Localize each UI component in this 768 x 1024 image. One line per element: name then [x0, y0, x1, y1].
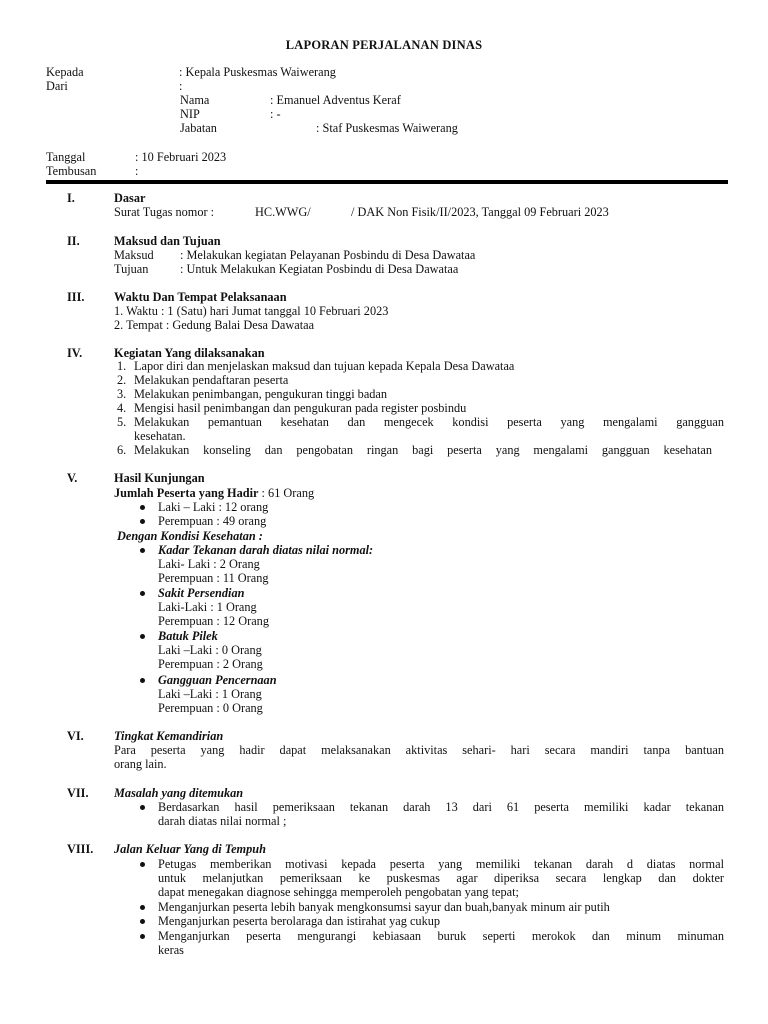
bullet-icon	[140, 591, 145, 596]
section-4-heading: Kegiatan Yang dilaksanakan	[114, 346, 265, 360]
section-8-heading: Jalan Keluar Yang di Tempuh	[114, 842, 266, 856]
section-1-heading: Dasar	[114, 191, 146, 205]
document-title: LAPORAN PERJALANAN DINAS	[285, 38, 483, 52]
tembusan-label: Tembusan	[46, 164, 97, 178]
kondisi-2-perempuan: Perempuan : 12 Orang	[158, 614, 269, 628]
list-item-number: 6.	[117, 443, 127, 457]
tembusan-value: :	[135, 164, 139, 178]
dari-colon: :	[179, 79, 183, 93]
section-6-heading: Tingkat Kemandirian	[114, 729, 224, 743]
kondisi-2-heading: Sakit Persendian	[158, 586, 245, 600]
list-item: Melakukan pendaftaran peserta	[134, 373, 289, 387]
jumlah-label: Jumlah Peserta yang Hadir	[114, 486, 259, 500]
masalah-text-continuation: darah diatas nilai normal ;	[158, 814, 287, 828]
jumlah-peserta	[114, 486, 314, 500]
section-2-heading: Maksud dan Tujuan	[114, 234, 221, 248]
section-3-heading: Waktu Dan Tempat Pelaksanaan	[114, 290, 287, 304]
kondisi-4-heading: Gangguan Pencernaan	[158, 673, 277, 687]
kondisi-3-laki: Laki –Laki : 0 Orang	[158, 643, 262, 657]
list-item-number: 3.	[117, 387, 127, 401]
list-item: Mengisi hasil penimbangan dan pengukuran pada register posbindu	[134, 401, 467, 415]
section-3-number: III.	[67, 290, 85, 304]
bullet-icon	[140, 634, 145, 639]
header-divider	[46, 180, 728, 184]
tanggal-value: : 10 Februari 2023	[135, 150, 227, 164]
nip-value: : -	[270, 107, 281, 121]
surat-tugas-number-suffix: / DAK Non Fisik/II/2023, Tanggal 09 Februari 2023	[351, 205, 609, 219]
kondisi-3-heading: Batuk Pilek	[158, 629, 218, 643]
jalan-keluar-3: Menganjurkan peserta berolaraga dan istirahat yag cukup	[158, 914, 441, 928]
jalan-keluar-4-line-1: Menganjurkan peserta mengurangi kebiasaan buruk seperti merokok dan minum minuman	[158, 929, 724, 943]
jalan-keluar-1-line-1: Petugas memberikan motivasi kepada peserta yang memiliki tekanan darah d diatas normal	[158, 857, 724, 871]
jalan-keluar-2: Menganjurkan peserta lebih banyak mengkonsumsi sayur dan buah,banyak minum air putih	[158, 900, 610, 914]
dari-label: Dari	[46, 79, 68, 93]
masalah-text: Berdasarkan hasil pemeriksaan tekanan darah 13 dari 61 peserta memiliki kadar tekanan	[158, 800, 724, 814]
section-7-heading: Masalah yang ditemukan	[114, 786, 244, 800]
tempat-item: 2. Tempat : Gedung Balai Desa Dawataa	[114, 318, 315, 332]
bullet-icon	[140, 678, 145, 683]
list-item-number: 2.	[117, 373, 127, 387]
bullet-icon	[140, 934, 145, 939]
waktu-item: 1. Waktu : 1 (Satu) hari Jumat tanggal 10 Februari 2023	[114, 304, 389, 318]
jalan-keluar-1-line-3: dapat menegakan diagnose sehingga memperoleh pengobatan yang tepat;	[158, 885, 519, 899]
laki-count: Laki – Laki : 12 orang	[158, 500, 269, 514]
jumlah-value: : 61 Orang	[258, 486, 315, 500]
tujuan-value: : Untuk Melakukan Kegiatan Posbindu di Desa Dawataa	[180, 262, 459, 276]
kemandirian-text: Para peserta yang hadir dapat melaksanakan aktivitas sehari- hari secara mandiri tanpa bantuan	[114, 743, 724, 757]
nama-label: Nama	[180, 93, 210, 107]
kondisi-1-perempuan: Perempuan : 11 Orang	[158, 571, 269, 585]
kondisi-4-laki: Laki –Laki : 1 Orang	[158, 687, 262, 701]
jalan-keluar-4-line-2: keras	[158, 943, 184, 957]
kondisi-3-perempuan: Perempuan : 2 Orang	[158, 657, 263, 671]
kondisi-heading: Dengan Kondisi Kesehatan :	[117, 529, 263, 543]
kemandirian-text-continuation: orang lain.	[114, 757, 167, 771]
perempuan-count: Perempuan : 49 orang	[158, 514, 267, 528]
section-5-heading: Hasil Kunjungan	[114, 471, 205, 485]
bullet-icon	[140, 505, 145, 510]
kepada-label: Kepada	[46, 65, 84, 79]
list-item: Melakukan penimbangan, pengukuran tinggi badan	[134, 387, 388, 401]
jabatan-value: : Staf Puskesmas Waiwerang	[316, 121, 458, 135]
bullet-icon	[140, 905, 145, 910]
tanggal-label: Tanggal	[46, 150, 86, 164]
kondisi-2-laki: Laki-Laki : 1 Orang	[158, 600, 257, 614]
kondisi-1-heading: Kadar Tekanan darah diatas nilai normal:	[158, 543, 374, 557]
nip-label: NIP	[180, 107, 200, 121]
bullet-icon	[140, 862, 145, 867]
section-4-number: IV.	[67, 346, 83, 360]
bullet-icon	[140, 548, 145, 553]
kondisi-1-laki: Laki- Laki : 2 Orang	[158, 557, 260, 571]
surat-tugas-number-prefix: HC.WWG/	[255, 205, 311, 219]
bullet-icon	[140, 919, 145, 924]
list-item-number: 1.	[117, 359, 127, 373]
bullet-icon	[140, 805, 145, 810]
surat-tugas-label: Surat Tugas nomor :	[114, 205, 215, 219]
section-7-number: VII.	[67, 786, 89, 800]
jabatan-label: Jabatan	[180, 121, 217, 135]
jalan-keluar-1-line-2: untuk melanjutkan pemeriksaan ke puskesmas agar diperiksa secara lengkap dan dokter	[158, 871, 724, 885]
tujuan-label: Tujuan	[114, 262, 149, 276]
section-1-number: I.	[67, 191, 75, 205]
kondisi-4-perempuan: Perempuan : 0 Orang	[158, 701, 263, 715]
section-2-number: II.	[67, 234, 80, 248]
kepada-value: : Kepala Puskesmas Waiwerang	[179, 65, 336, 79]
list-item: Lapor diri dan menjelaskan maksud dan tujuan kepada Kepala Desa Dawataa	[134, 359, 515, 373]
section-5-number: V.	[67, 471, 78, 485]
list-item-number: 4.	[117, 401, 127, 415]
list-item-number: 5.	[117, 415, 127, 429]
maksud-label: Maksud	[114, 248, 154, 262]
list-item-continuation: kesehatan.	[134, 429, 186, 443]
nama-value: : Emanuel Adventus Keraf	[270, 93, 401, 107]
maksud-value: : Melakukan kegiatan Pelayanan Posbindu di Desa Dawataa	[180, 248, 476, 262]
section-6-number: VI.	[67, 729, 84, 743]
list-item: Melakukan pemantuan kesehatan dan mengecek kondisi peserta yang mengalami gangguan	[134, 415, 724, 429]
bullet-icon	[140, 519, 145, 524]
list-item: Melakukan konseling dan pengobatan ringan bagi peserta yang mengalami gangguan kesehatan	[134, 443, 712, 457]
section-8-number: VIII.	[67, 842, 94, 856]
